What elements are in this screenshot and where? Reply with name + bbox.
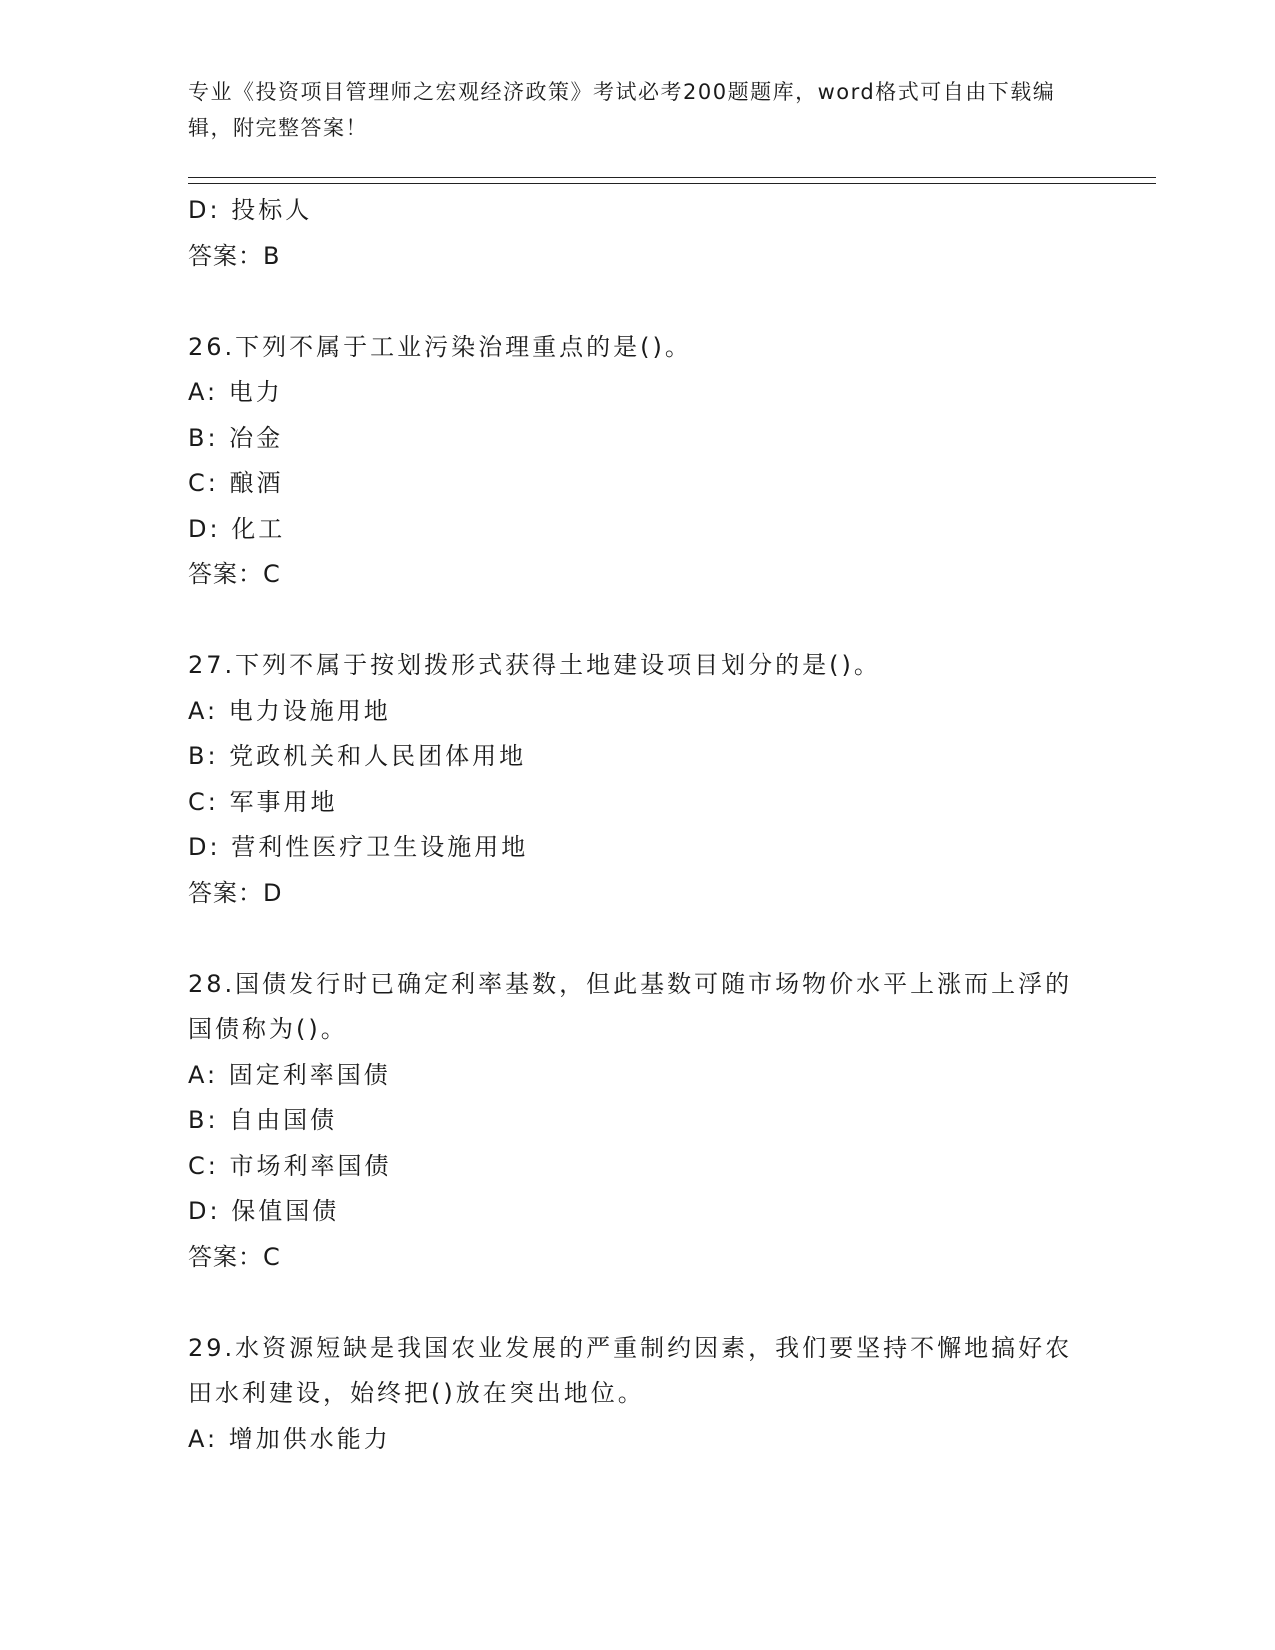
- answer-line: 答案：D: [188, 878, 283, 907]
- answer-line: 答案：C: [188, 560, 281, 588]
- option-c: C: 酿酒: [188, 469, 284, 497]
- option-c: C: 军事用地: [188, 787, 338, 816]
- option-a: A: 电力: [188, 378, 283, 406]
- option-d: D: 保值国债: [188, 1197, 340, 1225]
- option-b: B: 党政机关和人民团体用地: [188, 742, 527, 770]
- option-a: A: 增加供水能力: [188, 1424, 391, 1453]
- option-b: B: 自由国债: [188, 1106, 338, 1134]
- header-rule-top: [188, 177, 1156, 178]
- header-rule-bottom: [188, 183, 1156, 184]
- question-stem: 26.下列不属于工业污染治理重点的是()。: [188, 332, 692, 361]
- question-list: [188, 188, 1088, 1462]
- answer-line: 答案：C: [188, 1242, 281, 1271]
- option-a: A: 固定利率国债: [188, 1060, 391, 1089]
- option-d: D: 化工: [188, 514, 286, 543]
- question-28: [188, 962, 1088, 1281]
- option-d: D: 营利性医疗卫生设施用地: [188, 833, 529, 861]
- answer-line: 答案：B: [188, 241, 281, 270]
- question-stem: 29.水资源短缺是我国农业发展的严重制约因素，我们要坚持不懈地搞好农田水利建设，始终把()放在突出地位。: [188, 1333, 1073, 1407]
- option-b: B: 冶金: [188, 423, 284, 452]
- option-c: C: 市场利率国债: [188, 1151, 392, 1180]
- question-26: [188, 325, 1088, 598]
- option-a: A: 电力设施用地: [188, 696, 391, 725]
- question-27: [188, 643, 1088, 916]
- question-stem: 27.下列不属于按划拨形式获得土地建设项目划分的是()。: [188, 651, 881, 679]
- document-header: 专业《投资项目管理师之宏观经济政策》考试必考200题题库，word格式可自由下载编辑，附完整答案！: [188, 80, 1056, 140]
- question-29: [188, 1326, 1088, 1463]
- option-d: D: 投标人: [188, 196, 313, 224]
- question-stem: 28.国债发行时已确定利率基数，但此基数可随市场物价水平上涨而上浮的国债称为()。: [188, 969, 1073, 1043]
